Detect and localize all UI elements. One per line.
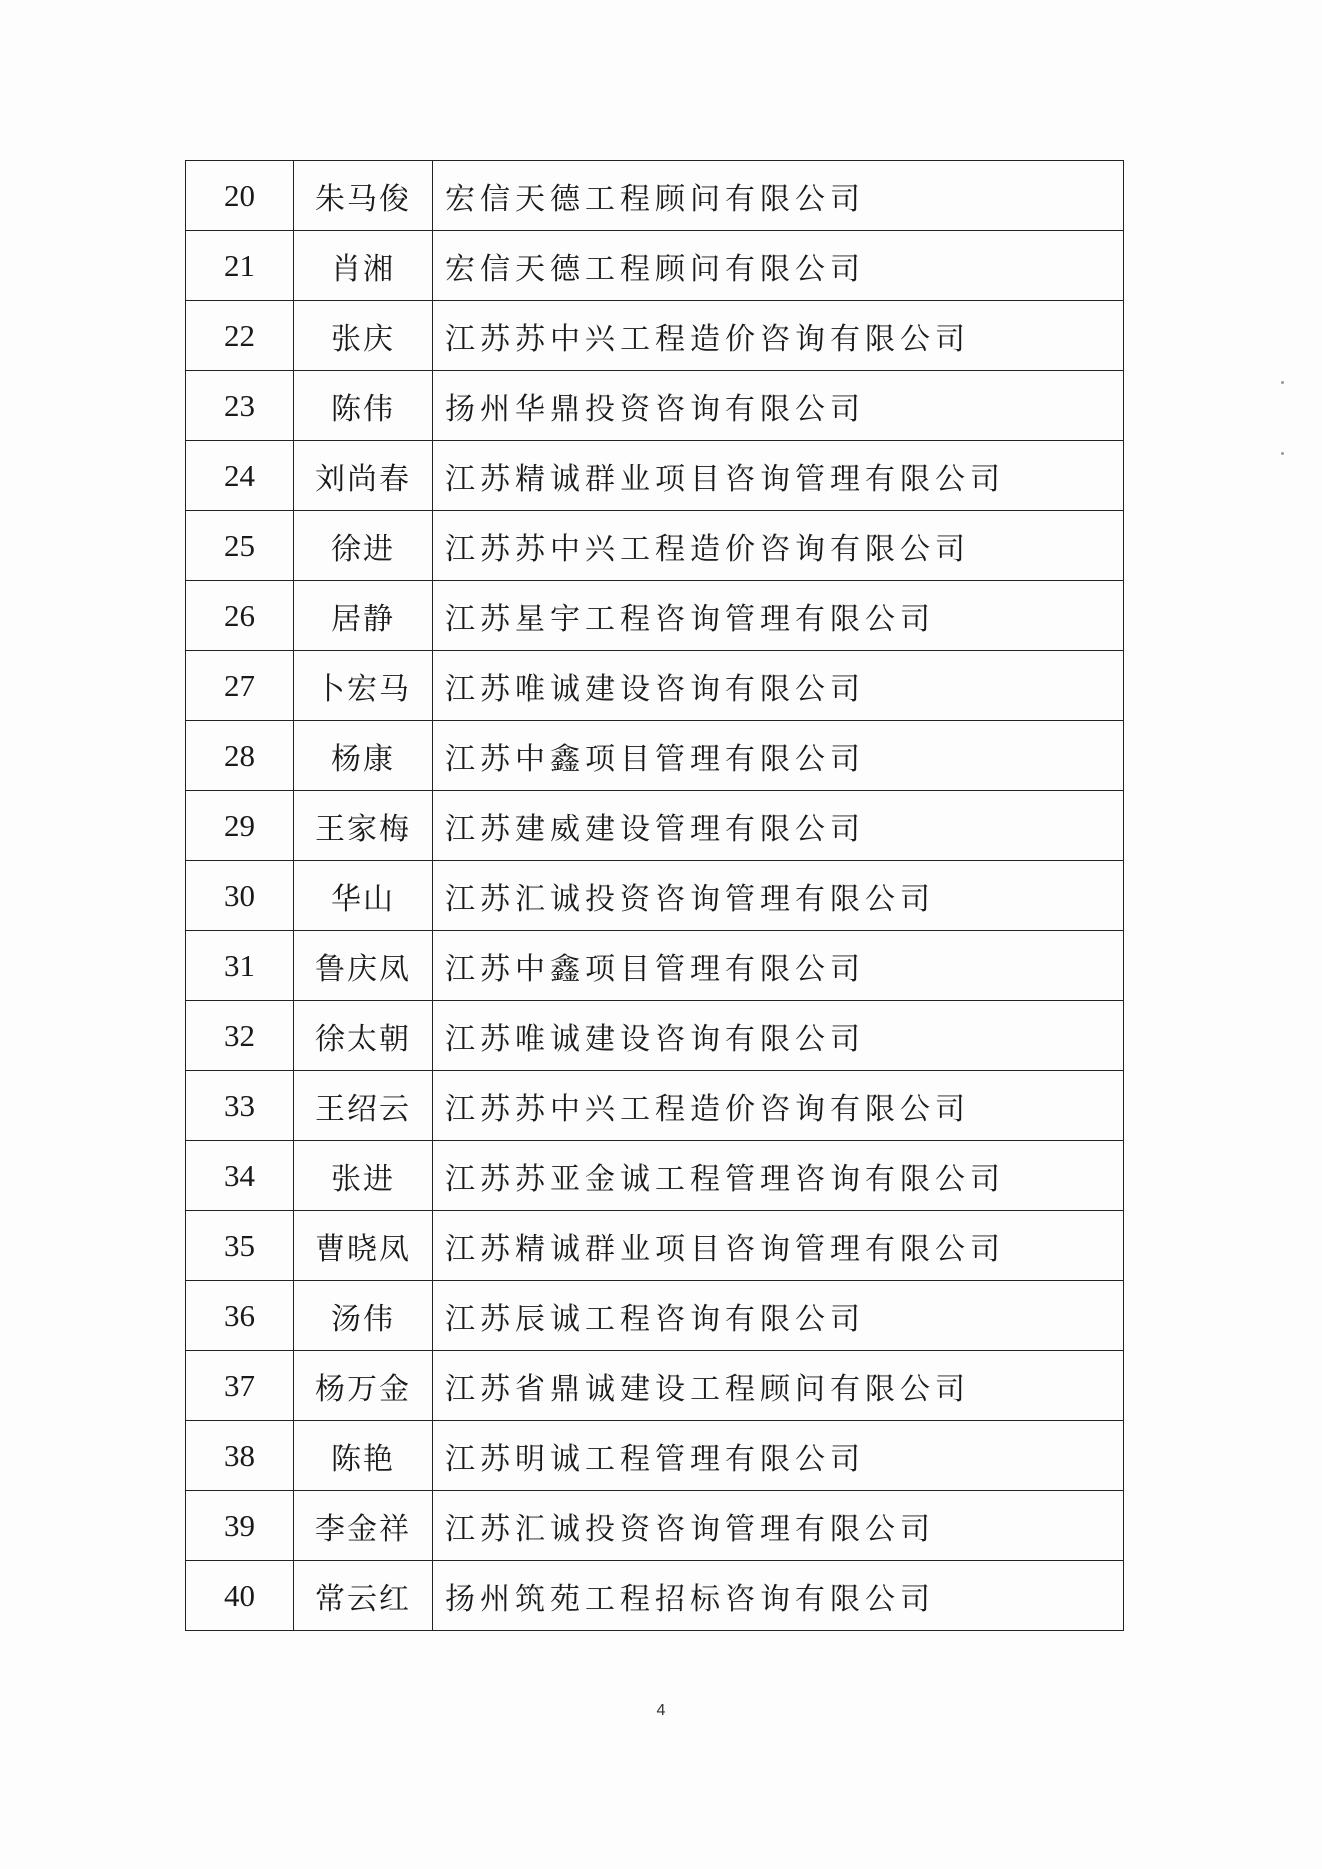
- row-number: 36: [186, 1281, 294, 1351]
- company-name: 江苏精诚群业项目咨询管理有限公司: [433, 1211, 1124, 1281]
- row-number: 34: [186, 1141, 294, 1211]
- person-name: 徐太朝: [294, 1001, 433, 1071]
- company-name: 江苏汇诚投资咨询管理有限公司: [433, 1491, 1124, 1561]
- roster-body: [186, 161, 1124, 1631]
- table-row: [186, 1211, 1124, 1281]
- company-name: 江苏唯诚建设咨询有限公司: [433, 1001, 1124, 1071]
- company-name: 江苏苏中兴工程造价咨询有限公司: [433, 511, 1124, 581]
- person-name: 张进: [294, 1141, 433, 1211]
- row-number: 22: [186, 301, 294, 371]
- person-name: 卜宏马: [294, 651, 433, 721]
- row-number: 33: [186, 1071, 294, 1141]
- table-row: [186, 1421, 1124, 1491]
- person-name: 陈伟: [294, 371, 433, 441]
- table-row: [186, 1561, 1124, 1631]
- company-name: 江苏精诚群业项目咨询管理有限公司: [433, 441, 1124, 511]
- person-name: 朱马俊: [294, 161, 433, 231]
- row-number: 20: [186, 161, 294, 231]
- row-number: 24: [186, 441, 294, 511]
- scan-speck: [1281, 381, 1284, 384]
- table-row: [186, 581, 1124, 651]
- company-name: 扬州华鼎投资咨询有限公司: [433, 371, 1124, 441]
- row-number: 21: [186, 231, 294, 301]
- person-name: 曹晓凤: [294, 1211, 433, 1281]
- table-row: [186, 1001, 1124, 1071]
- row-number: 39: [186, 1491, 294, 1561]
- company-name: 江苏苏中兴工程造价咨询有限公司: [433, 301, 1124, 371]
- person-name: 居静: [294, 581, 433, 651]
- table-row: [186, 231, 1124, 301]
- page-number: 4: [656, 1702, 666, 1719]
- company-name: 江苏明诚工程管理有限公司: [433, 1421, 1124, 1491]
- table-row: [186, 441, 1124, 511]
- row-number: 30: [186, 861, 294, 931]
- company-name: 扬州筑苑工程招标咨询有限公司: [433, 1561, 1124, 1631]
- company-name: 江苏建威建设管理有限公司: [433, 791, 1124, 861]
- person-name: 华山: [294, 861, 433, 931]
- table-row: [186, 161, 1124, 231]
- row-number: 37: [186, 1351, 294, 1421]
- table-row: [186, 931, 1124, 1001]
- person-name: 杨康: [294, 721, 433, 791]
- person-name: 李金祥: [294, 1491, 433, 1561]
- company-name: 江苏中鑫项目管理有限公司: [433, 721, 1124, 791]
- person-name: 杨万金: [294, 1351, 433, 1421]
- company-name: 江苏辰诚工程咨询有限公司: [433, 1281, 1124, 1351]
- row-number: 26: [186, 581, 294, 651]
- scan-speck: [1281, 452, 1284, 455]
- row-number: 27: [186, 651, 294, 721]
- table-row: [186, 371, 1124, 441]
- row-number: 23: [186, 371, 294, 441]
- table-row: [186, 1351, 1124, 1421]
- person-name: 汤伟: [294, 1281, 433, 1351]
- person-name: 常云红: [294, 1561, 433, 1631]
- person-name: 肖湘: [294, 231, 433, 301]
- person-name: 王家梅: [294, 791, 433, 861]
- company-name: 江苏中鑫项目管理有限公司: [433, 931, 1124, 1001]
- table-row: [186, 861, 1124, 931]
- table-row: [186, 301, 1124, 371]
- person-name: 刘尚春: [294, 441, 433, 511]
- row-number: 35: [186, 1211, 294, 1281]
- company-name: 江苏省鼎诚建设工程顾问有限公司: [433, 1351, 1124, 1421]
- company-name: 江苏唯诚建设咨询有限公司: [433, 651, 1124, 721]
- company-name: 江苏星宇工程咨询管理有限公司: [433, 581, 1124, 651]
- company-name: 宏信天德工程顾问有限公司: [433, 231, 1124, 301]
- company-name: 宏信天德工程顾问有限公司: [433, 161, 1124, 231]
- person-name: 张庆: [294, 301, 433, 371]
- person-name: 徐进: [294, 511, 433, 581]
- company-name: 江苏苏中兴工程造价咨询有限公司: [433, 1071, 1124, 1141]
- company-name: 江苏苏亚金诚工程管理咨询有限公司: [433, 1141, 1124, 1211]
- person-name: 陈艳: [294, 1421, 433, 1491]
- table-row: [186, 1491, 1124, 1561]
- row-number: 28: [186, 721, 294, 791]
- table-row: [186, 721, 1124, 791]
- row-number: 40: [186, 1561, 294, 1631]
- row-number: 25: [186, 511, 294, 581]
- row-number: 29: [186, 791, 294, 861]
- row-number: 38: [186, 1421, 294, 1491]
- table-row: [186, 1141, 1124, 1211]
- row-number: 32: [186, 1001, 294, 1071]
- roster-table: [185, 160, 1124, 1631]
- person-name: 王绍云: [294, 1071, 433, 1141]
- table-row: [186, 511, 1124, 581]
- table-row: [186, 1071, 1124, 1141]
- table-row: [186, 1281, 1124, 1351]
- table-row: [186, 651, 1124, 721]
- row-number: 31: [186, 931, 294, 1001]
- table-row: [186, 791, 1124, 861]
- company-name: 江苏汇诚投资咨询管理有限公司: [433, 861, 1124, 931]
- person-name: 鲁庆凤: [294, 931, 433, 1001]
